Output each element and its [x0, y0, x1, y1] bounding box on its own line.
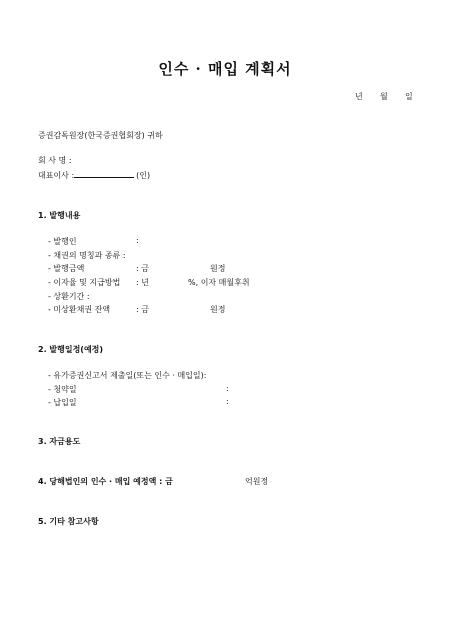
date-year-label: 년	[355, 92, 363, 101]
s1-item-redemption: - 상환기간 :	[48, 292, 90, 301]
s2-item-payment-date: - 납입일	[48, 398, 77, 407]
company-name-label: 회 사 명 :	[38, 156, 72, 165]
s1-item-outstanding: - 미상환채권 잔액	[48, 305, 111, 314]
s1-item-amount: - 발행금액	[48, 264, 85, 273]
s1-item-issuer-sep: :	[136, 236, 139, 245]
date-day-label: 일	[405, 92, 413, 101]
section-4-unit: 억원정	[245, 477, 269, 486]
section-4-heading: 4. 당해법인의 인수 · 매입 예정액 : 금	[38, 477, 173, 486]
date-month-label: 월	[380, 92, 388, 101]
ceo-label: 대표이사 :	[38, 171, 75, 180]
ceo-seal: (인)	[136, 171, 151, 180]
section-1-heading: 1. 발행내용	[38, 211, 81, 220]
s1-item-amount-unit: 원정	[210, 264, 226, 273]
s2-item-subscription-sep: :	[226, 384, 229, 393]
s2-item-filing-date: - 유가증권신고서 제출일(또는 인수 · 매입일):	[48, 371, 207, 380]
s1-item-interest-unit: %, 이자 매월후취	[188, 278, 250, 287]
ceo-line	[38, 169, 150, 181]
section-3-heading: 3. 자금용도	[38, 437, 81, 446]
document-title: 인수 · 매입 계획서	[158, 60, 292, 78]
section-5-heading: 5. 기타 참고사항	[38, 517, 99, 526]
s1-item-outstanding-sep: : 금	[136, 305, 149, 314]
s1-item-bond-name: - 채권의 명칭과 종류 :	[48, 251, 126, 260]
s2-item-subscription-date: - 청약일	[48, 385, 77, 394]
s1-item-outstanding-unit: 원정	[210, 305, 226, 314]
s1-item-interest-sep: : 년	[136, 278, 149, 287]
s1-item-interest: - 이자율 및 지급방법	[48, 278, 121, 287]
ceo-signature-line	[74, 169, 134, 178]
s1-item-issuer: - 발행인	[48, 237, 77, 246]
addressee: 증권감독원장(한국증권협회장) 귀하	[38, 131, 163, 140]
section-2-heading: 2. 발행일정(예정)	[38, 345, 104, 354]
s1-item-amount-sep: : 금	[136, 264, 149, 273]
s2-item-payment-sep: :	[226, 397, 229, 406]
